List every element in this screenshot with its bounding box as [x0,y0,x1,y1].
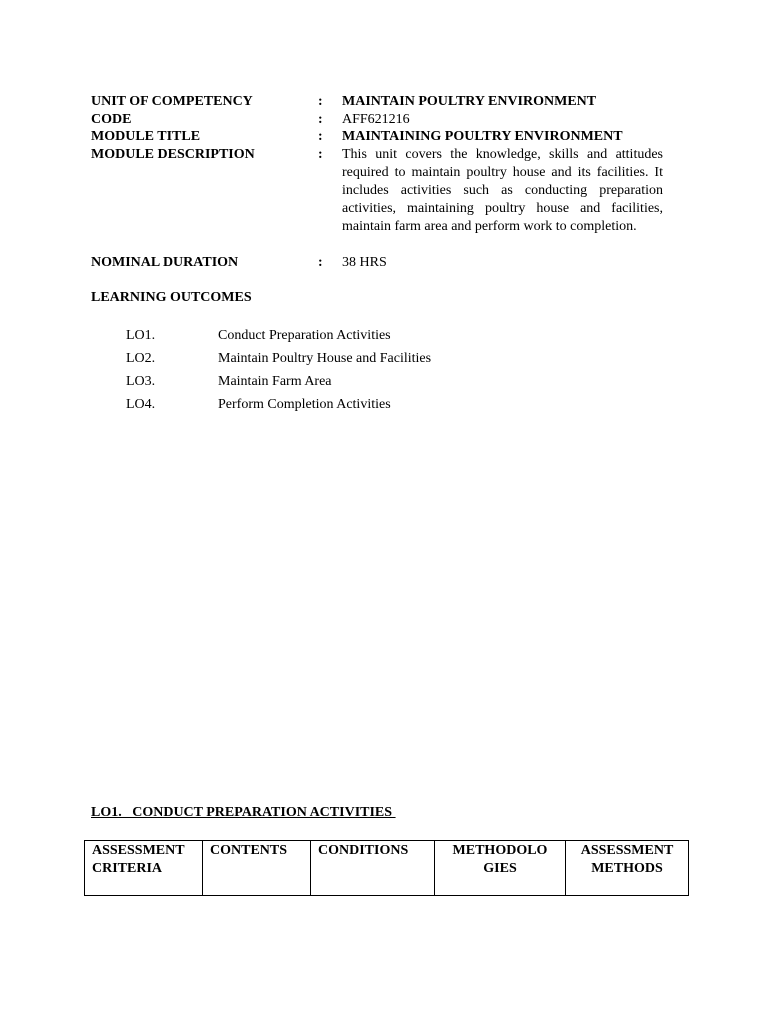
code-row [91,111,666,129]
header-line: CONTENTS [210,843,288,858]
code-label: CODE [91,112,132,127]
header-line: CRITERIA [92,861,163,876]
lo-text: Maintain Farm Area [218,374,332,389]
list-item [126,373,526,391]
separator-colon: : [318,94,323,109]
code-value: AFF621216 [342,112,410,127]
lo-text: Perform Completion Activities [218,397,391,412]
separator-colon: : [318,147,323,162]
header-line: GIES [483,861,517,876]
header-line: CONDITIONS [318,843,409,858]
column-header-conditions [311,841,435,896]
lo-number: LO1. [126,328,156,343]
header-line: ASSESSMENT [92,843,185,858]
nominal-duration-value: 38 HRS [342,255,387,270]
unit-of-competency-value: MAINTAIN POULTRY ENVIRONMENT [342,94,597,109]
lo1-section-heading: LO1. CONDUCT PREPARATION ACTIVITIES [91,805,396,820]
column-header-methodologies [435,841,566,896]
learning-outcomes-heading: LEARNING OUTCOMES [91,290,252,305]
unit-of-competency-label: UNIT OF COMPETENCY [91,94,253,109]
table-header-row [85,841,689,896]
list-item [126,327,526,345]
lo-text: Maintain Poultry House and Facilities [218,351,432,366]
unit-of-competency-row [91,93,666,111]
assessment-table [84,840,689,896]
nominal-duration-row [91,254,666,272]
module-description-text: This unit covers the knowledge, skills and attitudes required to maintain poultry house and its facilities. It includes activities such as conducting preparation activities, maintaining poultry house and facilities, maintain farm area and perform work to completion. [342,147,663,234]
list-item [126,396,526,414]
lo-text: Conduct Preparation Activities [218,328,391,343]
column-header-assessment-methods [566,841,689,896]
list-item [126,350,526,368]
header-line: METHODS [591,861,663,876]
module-title-value: MAINTAINING POULTRY ENVIRONMENT [342,129,623,144]
lo-number: LO4. [126,397,156,412]
separator-colon: : [318,255,323,270]
nominal-duration-label: NOMINAL DURATION [91,255,239,270]
separator-colon: : [318,112,323,127]
header-line: ASSESSMENT [580,843,674,858]
module-description-label: MODULE DESCRIPTION [91,147,255,162]
module-title-label: MODULE TITLE [91,129,201,144]
column-header-contents [203,841,311,896]
separator-colon: : [318,129,323,144]
module-title-row [91,128,666,146]
column-header-assessment-criteria [85,841,203,896]
lo-number: LO3. [126,374,156,389]
lo-number: LO2. [126,351,156,366]
header-line: METHODOLO [452,843,548,858]
